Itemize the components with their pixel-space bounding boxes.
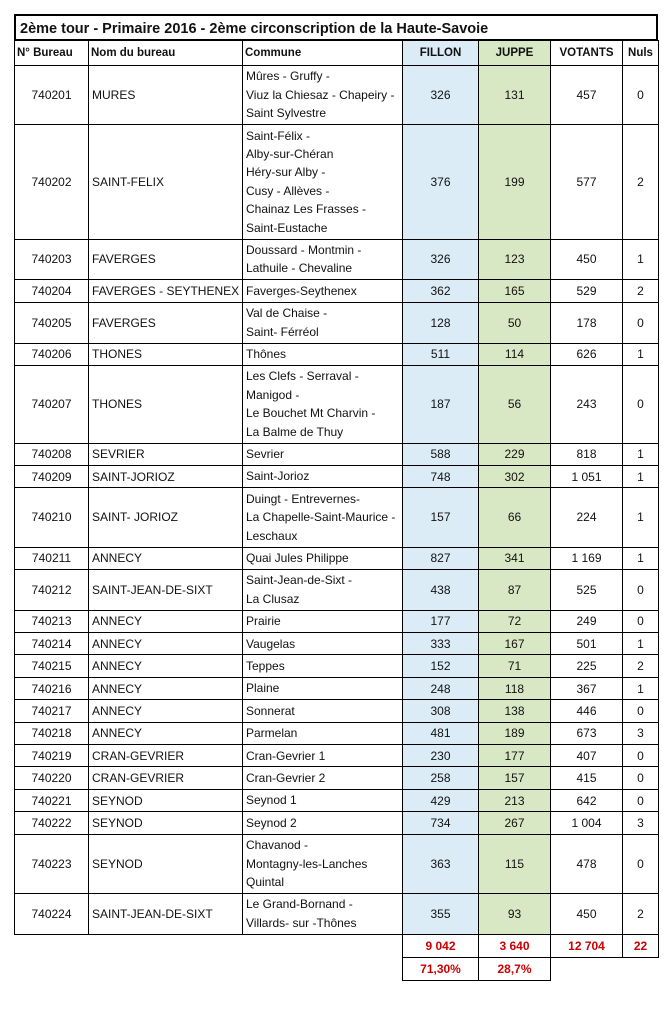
nom-cell: ANNECY <box>89 677 243 699</box>
juppe-cell: 50 <box>479 302 551 343</box>
commune-cell <box>243 547 403 569</box>
nom-cell: SEVRIER <box>89 443 243 465</box>
fillon-cell: 177 <box>403 610 479 632</box>
commune-line: Saint-Jorioz <box>246 469 310 484</box>
juppe-cell: 87 <box>479 569 551 610</box>
fillon-cell: 588 <box>403 443 479 465</box>
votants-cell: 642 <box>551 789 623 811</box>
commune-line: Prairie <box>246 614 281 629</box>
commune-line: Le Bouchet Mt Charvin - <box>246 406 376 421</box>
commune-cell <box>243 302 403 343</box>
nuls-cell: 1 <box>623 443 659 465</box>
votants-cell: 1 169 <box>551 547 623 569</box>
commune-cell <box>243 465 403 487</box>
nuls-cell: 0 <box>623 834 659 893</box>
commune-cell <box>243 610 403 632</box>
votants-cell: 626 <box>551 343 623 365</box>
nuls-cell: 0 <box>623 302 659 343</box>
juppe-cell: 167 <box>479 633 551 655</box>
nom-cell: ANNECY <box>89 722 243 744</box>
bureau-cell: 740212 <box>15 569 89 610</box>
nuls-cell: 1 <box>623 488 659 547</box>
commune-line: Faverges-Seythenex <box>246 283 357 298</box>
bureau-cell: 740211 <box>15 547 89 569</box>
bureau-cell: 740216 <box>15 677 89 699</box>
juppe-cell: 341 <box>479 547 551 569</box>
votants-cell: 249 <box>551 610 623 632</box>
juppe-cell: 199 <box>479 125 551 239</box>
results-document <box>14 14 658 981</box>
table-row <box>15 789 659 811</box>
juppe-cell: 302 <box>479 465 551 487</box>
nuls-cell: 0 <box>623 789 659 811</box>
commune-cell <box>243 569 403 610</box>
nuls-cell: 0 <box>623 66 659 125</box>
commune-cell <box>243 812 403 834</box>
commune-cell <box>243 700 403 722</box>
commune-line: Alby-sur-Chéran <box>246 147 334 162</box>
votants-cell: 1 051 <box>551 465 623 487</box>
fillon-cell: 511 <box>403 343 479 365</box>
commune-line: Quai Jules Philippe <box>246 551 349 565</box>
juppe-cell: 66 <box>479 488 551 547</box>
commune-cell <box>243 125 403 239</box>
juppe-cell: 157 <box>479 767 551 789</box>
commune-line: Cran-Gevrier 2 <box>246 770 326 785</box>
header-nuls: Nuls <box>623 41 659 66</box>
table-row <box>15 834 659 893</box>
table-footer <box>15 934 659 980</box>
nom-cell: ANNECY <box>89 610 243 632</box>
table-row <box>15 239 659 280</box>
bureau-cell: 740221 <box>15 789 89 811</box>
fillon-cell: 481 <box>403 722 479 744</box>
nuls-cell: 0 <box>623 610 659 632</box>
table-row <box>15 677 659 699</box>
commune-line: Viuz la Chiesaz - Chapeiry - <box>246 87 395 102</box>
table-row <box>15 767 659 789</box>
nuls-cell: 1 <box>623 465 659 487</box>
commune-cell <box>243 633 403 655</box>
fillon-cell: 258 <box>403 767 479 789</box>
commune-line: Teppes <box>246 658 285 673</box>
bureau-cell: 740206 <box>15 343 89 365</box>
table-row <box>15 722 659 744</box>
nom-cell: SAINT-JEAN-DE-SIXT <box>89 569 243 610</box>
commune-cell <box>243 745 403 767</box>
commune-line: Plaine <box>246 681 280 696</box>
commune-line: Saint-Jean-de-Sixt - <box>246 573 353 588</box>
table-row <box>15 745 659 767</box>
commune-line: Vaugelas <box>246 636 296 651</box>
commune-cell <box>243 655 403 677</box>
header-commune: Commune <box>243 41 403 66</box>
bureau-cell: 740208 <box>15 443 89 465</box>
commune-line: Seynod 2 <box>246 815 297 830</box>
votants-cell: 446 <box>551 700 623 722</box>
nom-cell: SAINT-FELIX <box>89 125 243 239</box>
table-row <box>15 66 659 125</box>
commune-line: Les Clefs - Serraval - <box>246 369 359 384</box>
nuls-cell: 2 <box>623 125 659 239</box>
commune-cell <box>243 722 403 744</box>
nom-cell: FAVERGES <box>89 302 243 343</box>
votants-cell: 450 <box>551 239 623 280</box>
nom-cell: ANNECY <box>89 655 243 677</box>
commune-line: Sevrier <box>246 447 285 462</box>
commune-line: Mûres - Gruffy - <box>246 69 330 84</box>
commune-line: Saint-Eustache <box>246 220 328 235</box>
nom-cell: SAINT- JORIOZ <box>89 488 243 547</box>
commune-cell <box>243 488 403 547</box>
table-row <box>15 465 659 487</box>
commune-line: La Chapelle-Saint-Maurice - <box>246 510 396 525</box>
fillon-cell: 157 <box>403 488 479 547</box>
juppe-cell: 189 <box>479 722 551 744</box>
table-row <box>15 365 659 443</box>
bureau-cell: 740223 <box>15 834 89 893</box>
total-fillon: 9 042 <box>403 934 479 957</box>
table-row <box>15 488 659 547</box>
table-row <box>15 569 659 610</box>
bureau-cell: 740201 <box>15 66 89 125</box>
table-row <box>15 893 659 934</box>
votants-cell: 243 <box>551 365 623 443</box>
votants-cell: 225 <box>551 655 623 677</box>
nom-cell: SEYNOD <box>89 789 243 811</box>
commune-line: Héry-sur Alby - <box>246 165 326 180</box>
commune-cell <box>243 66 403 125</box>
nuls-cell: 3 <box>623 812 659 834</box>
fillon-cell: 429 <box>403 789 479 811</box>
nom-cell: CRAN-GEVRIER <box>89 745 243 767</box>
fillon-cell: 308 <box>403 700 479 722</box>
votants-cell: 415 <box>551 767 623 789</box>
commune-line: Parmelan <box>246 726 298 741</box>
bureau-cell: 740204 <box>15 280 89 302</box>
total-nuls: 22 <box>623 934 659 957</box>
nom-cell: ANNECY <box>89 547 243 569</box>
nuls-cell: 0 <box>623 569 659 610</box>
results-table <box>14 40 659 981</box>
votants-cell: 457 <box>551 66 623 125</box>
commune-line: Duingt - Entrevernes- <box>246 491 361 506</box>
bureau-cell: 740218 <box>15 722 89 744</box>
fillon-cell: 326 <box>403 66 479 125</box>
juppe-cell: 115 <box>479 834 551 893</box>
commune-line: Doussard - Montmin - <box>246 243 362 258</box>
juppe-cell: 93 <box>479 893 551 934</box>
nom-cell: ANNECY <box>89 700 243 722</box>
votants-cell: 478 <box>551 834 623 893</box>
commune-cell <box>243 365 403 443</box>
nom-cell: SEYNOD <box>89 834 243 893</box>
nuls-cell: 0 <box>623 745 659 767</box>
nom-cell: FAVERGES <box>89 239 243 280</box>
commune-cell <box>243 239 403 280</box>
commune-cell <box>243 677 403 699</box>
nom-cell: SEYNOD <box>89 812 243 834</box>
table-row <box>15 610 659 632</box>
bureau-cell: 740213 <box>15 610 89 632</box>
commune-line: Villards- sur -Thônes <box>246 915 357 930</box>
nom-cell: CRAN-GEVRIER <box>89 767 243 789</box>
commune-cell <box>243 443 403 465</box>
commune-line: La Balme de Thuy <box>246 424 344 439</box>
juppe-cell: 177 <box>479 745 551 767</box>
votants-cell: 577 <box>551 125 623 239</box>
fillon-cell: 363 <box>403 834 479 893</box>
commune-line: Chavanod - <box>246 838 309 853</box>
bureau-cell: 740207 <box>15 365 89 443</box>
fillon-cell: 748 <box>403 465 479 487</box>
bureau-cell: 740210 <box>15 488 89 547</box>
table-body <box>15 66 659 935</box>
juppe-cell: 72 <box>479 610 551 632</box>
bureau-cell: 740220 <box>15 767 89 789</box>
commune-line: Manigod - <box>246 387 300 402</box>
header-bureau: N° Bureau <box>15 41 89 66</box>
nuls-cell: 0 <box>623 767 659 789</box>
juppe-cell: 213 <box>479 789 551 811</box>
bureau-cell: 740203 <box>15 239 89 280</box>
votants-cell: 673 <box>551 722 623 744</box>
nuls-cell: 3 <box>623 722 659 744</box>
fillon-cell: 376 <box>403 125 479 239</box>
commune-cell <box>243 789 403 811</box>
nuls-cell: 0 <box>623 365 659 443</box>
table-row <box>15 812 659 834</box>
commune-cell <box>243 893 403 934</box>
bureau-cell: 740224 <box>15 893 89 934</box>
header-row <box>15 41 659 66</box>
bureau-cell: 740205 <box>15 302 89 343</box>
nuls-cell: 2 <box>623 280 659 302</box>
commune-line: Val de Chaise - <box>246 306 328 321</box>
table-row <box>15 280 659 302</box>
juppe-cell: 165 <box>479 280 551 302</box>
table-row <box>15 125 659 239</box>
percentages-row <box>15 957 659 980</box>
commune-line: La Clusaz <box>246 591 300 606</box>
header-nom: Nom du bureau <box>89 41 243 66</box>
votants-cell: 224 <box>551 488 623 547</box>
bureau-cell: 740209 <box>15 465 89 487</box>
nuls-cell: 0 <box>623 700 659 722</box>
bureau-cell: 740219 <box>15 745 89 767</box>
votants-cell: 529 <box>551 280 623 302</box>
nom-cell: FAVERGES - SEYTHENEX <box>89 280 243 302</box>
table-row <box>15 633 659 655</box>
votants-cell: 367 <box>551 677 623 699</box>
commune-cell <box>243 834 403 893</box>
commune-line: Chainaz Les Frasses - <box>246 202 367 217</box>
fillon-cell: 230 <box>403 745 479 767</box>
total-votants: 12 704 <box>551 934 623 957</box>
commune-line: Seynod 1 <box>246 793 297 808</box>
commune-line: Cran-Gevrier 1 <box>246 748 326 763</box>
commune-line: Saint- Férréol <box>246 324 319 339</box>
fillon-cell: 438 <box>403 569 479 610</box>
total-juppe: 3 640 <box>479 934 551 957</box>
fillon-cell: 362 <box>403 280 479 302</box>
commune-cell <box>243 280 403 302</box>
commune-cell <box>243 767 403 789</box>
nuls-cell: 1 <box>623 677 659 699</box>
percent-juppe: 28,7% <box>479 957 551 980</box>
fillon-cell: 355 <box>403 893 479 934</box>
votants-cell: 407 <box>551 745 623 767</box>
commune-line: Saint Sylvestre <box>246 106 327 121</box>
totals-row <box>15 934 659 957</box>
nuls-cell: 1 <box>623 343 659 365</box>
bureau-cell: 740215 <box>15 655 89 677</box>
commune-line: Montagny-les-Lanches <box>246 856 368 871</box>
document-title: 2ème tour - Primaire 2016 - 2ème circonscription de la Haute-Savoie <box>14 14 658 40</box>
fillon-cell: 152 <box>403 655 479 677</box>
nuls-cell: 1 <box>623 239 659 280</box>
votants-cell: 1 004 <box>551 812 623 834</box>
header-juppe: JUPPE <box>479 41 551 66</box>
commune-line: Lathuile - Chevaline <box>246 261 353 276</box>
commune-line: Quintal <box>246 874 285 889</box>
commune-line: Thônes <box>246 347 287 362</box>
fillon-cell: 187 <box>403 365 479 443</box>
juppe-cell: 138 <box>479 700 551 722</box>
votants-cell: 525 <box>551 569 623 610</box>
nom-cell: SAINT-JORIOZ <box>89 465 243 487</box>
nom-cell: SAINT-JEAN-DE-SIXT <box>89 893 243 934</box>
bureau-cell: 740214 <box>15 633 89 655</box>
nuls-cell: 2 <box>623 655 659 677</box>
table-row <box>15 343 659 365</box>
juppe-cell: 56 <box>479 365 551 443</box>
fillon-cell: 326 <box>403 239 479 280</box>
juppe-cell: 267 <box>479 812 551 834</box>
header-votants: VOTANTS <box>551 41 623 66</box>
fillon-cell: 248 <box>403 677 479 699</box>
commune-line: Cusy - Allèves - <box>246 183 330 198</box>
votants-cell: 501 <box>551 633 623 655</box>
commune-line: Saint-Félix - <box>246 128 311 143</box>
nom-cell: ANNECY <box>89 633 243 655</box>
header-fillon: FILLON <box>403 41 479 66</box>
fillon-cell: 128 <box>403 302 479 343</box>
nom-cell: THONES <box>89 365 243 443</box>
table-row <box>15 443 659 465</box>
table-row <box>15 547 659 569</box>
bureau-cell: 740202 <box>15 125 89 239</box>
juppe-cell: 71 <box>479 655 551 677</box>
commune-line: Sonnerat <box>246 703 295 718</box>
nom-cell: MURES <box>89 66 243 125</box>
table-row <box>15 655 659 677</box>
fillon-cell: 827 <box>403 547 479 569</box>
commune-cell <box>243 343 403 365</box>
nuls-cell: 1 <box>623 633 659 655</box>
votants-cell: 818 <box>551 443 623 465</box>
juppe-cell: 114 <box>479 343 551 365</box>
juppe-cell: 118 <box>479 677 551 699</box>
fillon-cell: 333 <box>403 633 479 655</box>
bureau-cell: 740217 <box>15 700 89 722</box>
votants-cell: 450 <box>551 893 623 934</box>
juppe-cell: 229 <box>479 443 551 465</box>
nuls-cell: 1 <box>623 547 659 569</box>
votants-cell: 178 <box>551 302 623 343</box>
juppe-cell: 131 <box>479 66 551 125</box>
table-row <box>15 302 659 343</box>
nom-cell: THONES <box>89 343 243 365</box>
commune-line: Le Grand-Bornand - <box>246 897 353 912</box>
commune-line: Leschaux <box>246 528 298 543</box>
percent-fillon: 71,30% <box>403 957 479 980</box>
bureau-cell: 740222 <box>15 812 89 834</box>
nuls-cell: 2 <box>623 893 659 934</box>
fillon-cell: 734 <box>403 812 479 834</box>
table-row <box>15 700 659 722</box>
juppe-cell: 123 <box>479 239 551 280</box>
